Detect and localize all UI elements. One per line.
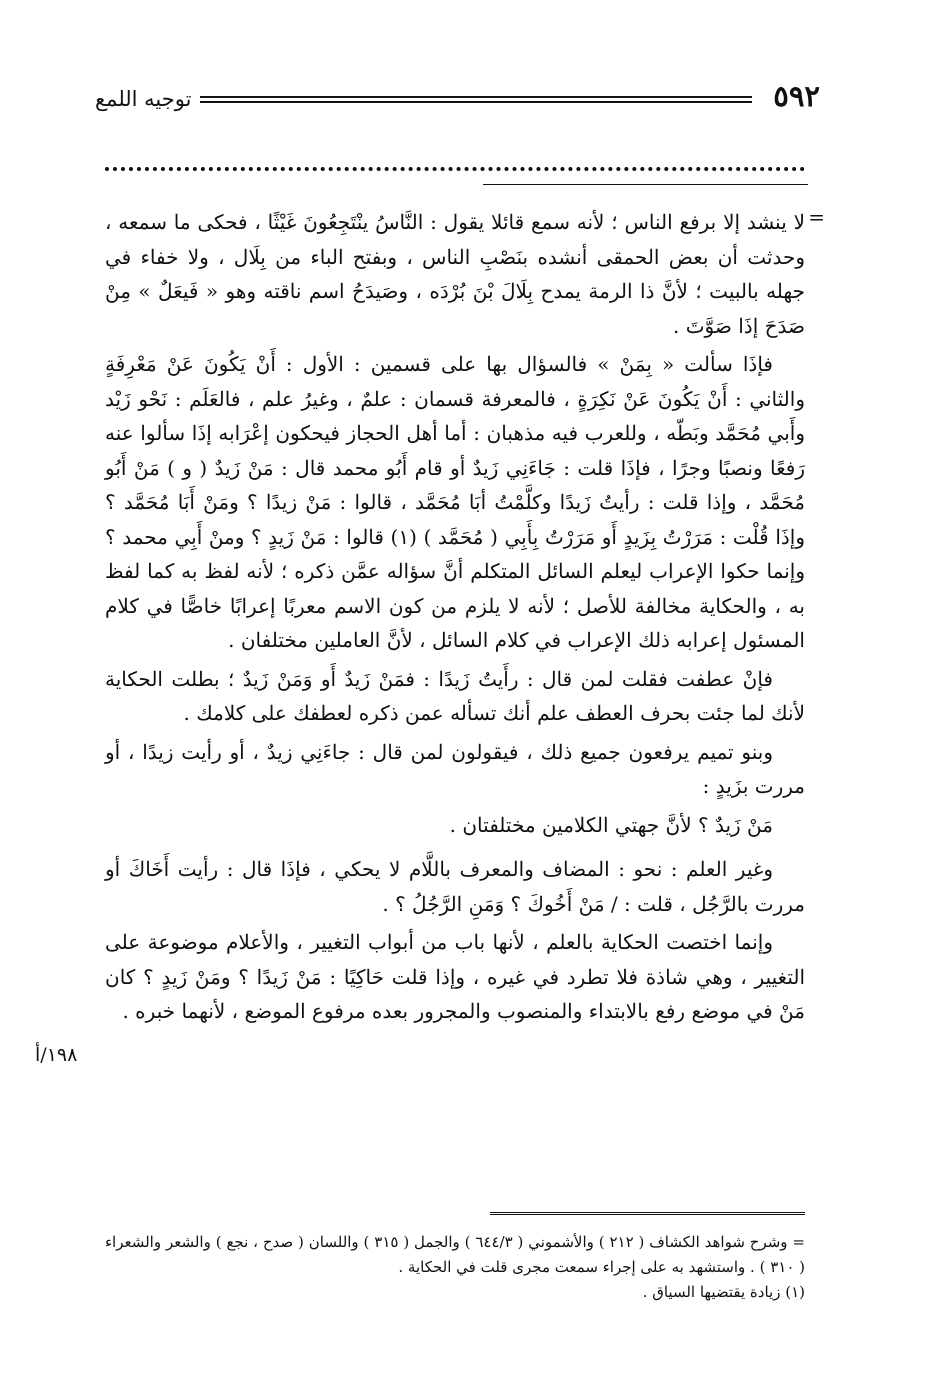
paragraph-1: لا ينشد إلا برفع الناس ؛ لأنه سمع قائلا يقول : النَّاسُ ينْتَجِعُونَ غَيْثًا ، فحكى ما سمعه ، وحدثت أن بعض الحمقى أنشده بنَصْبِ الناس ، وبفتح الباء من بِلَال ، ولا خفاء في جهله بالبيت ؛ لأنَّ ذا الرمة يمدح بِلَالَ بْنَ بُرْدَه ، وصَيدَحُ اسم ناقته وهو « فَيعَلٌ » مِنْ صَدَحَ إذَا صَوَّتَ . — [105, 210, 805, 338]
paragraph-7: وإنما اختصت الحكاية بالعلم ، لأنها باب من أبواب التغيير ، والأعلام موضوعة على التغيير ، وهي شاذة فلا تطرد في غيره ، وإذا قلت حَاكِيًا : مَنْ زَيدًا ؟ ومَنْ زَيدٍ ؟ كان مَنْ في موضع رفع بالابتداء والمنصوب والمجرور بعده مرفوع الموضع ، لأنهما خبره . — [105, 930, 805, 1023]
paragraph-3: فإنْ عطفت فقلت لمن قال : رأَيتُ زَيدًا : فمَنْ زَيدٌ أَو وَمَنْ زَيدٌ ؛ بطلت الحكاية لأنك لما جئت بحرف العطف علم أنك تسأله عمن ذكره لعطفك على كلامك . — [105, 666, 805, 725]
paragraph-4: وبنو تميم يرفعون جميع ذلك ، فيقولون لمن قال : جاءَنِي زيدٌ ، أو رأيت زيدًا ، أو مررت بزَيدٍ : — [105, 739, 805, 798]
main-text — [105, 205, 805, 1033]
paragraph-6: وغير العلم : نحو : المضاف والمعرف باللَّام لا يحكي ، فإذَا قال : رأيت أَخَاكَ أو مررت بالرَّجُل ، قلت : / مَنْ أَخُوكَ ؟ وَمَنِ الرَّجُلُ ؟ . — [105, 857, 805, 916]
footnote-1: (١) زيادة يقتضيها السياق . — [642, 1283, 805, 1301]
paragraph-5: مَنْ زَيدٌ ؟ لأنَّ جهتي الكلامين مختلفتان . — [449, 812, 773, 837]
running-header — [95, 80, 820, 120]
page-number: ٥٩٢ — [773, 79, 820, 113]
footnotes — [105, 1230, 805, 1305]
dotted-separator — [105, 167, 805, 171]
header-rule — [200, 96, 752, 98]
continuation-marker: = — [808, 205, 825, 229]
header-rule-double — [200, 101, 752, 103]
paragraph-2: فإذَا سألت « بِمَنْ » فالسؤال بها على قسمين : الأول : أَنْ يَكُونَ عَنْ مَعْرِفَةٍ والثاني : أَنْ يَكُونَ عَنْ نَكِرَةٍ ، فالمعرفة قسمان : علمٌ ، وغيرُ علم ، فالعَلَم : نَحْو زَيْد وأَبي مُحَمَّد وبَطّه ، وللعرب فيه مذهبان : أما أهل الحجاز فيحكون إعْرَابه إذَا سألوا عنه رَفعًا ونصبًا وجرًا ، فإذَا قلت : جَاءَنِي زَيدٌ أو قام أَبُو محمد قال : مَنْ زَيدٌ ( و ) مَنْ أَبُو مُحَمَّد ، وإذا قلت : رأيتُ زَيدًا وكلَّمْتُ أبَا مُحَمَّد ، قالوا : مَنْ زيدًا ؟ ومَنْ أَبَا مُحَمَّد ؟ وإذَا قُلْت : مَرَرْتُ بِزَيدٍ أَو مَرَرْتُ بِأَبِي ( مُحَمَّد ) (١) قالوا : مَنْ زَيدٍ ؟ ومنْ أَبِي محمد ؟ وإنما حكوا الإعراب ليعلم السائل المتكلم أنَّ سؤاله عمَّن ذكره ؛ لأنه لفظ به كما لفظ به ، والحكاية مخالفة للأصل ؛ لأنه لا يلزم من كون الاسم معربًا إعرابًا خاصًّا في كلام المسئول إعرابه ذلك الإعراب في كلام السائل ، لأنَّ العاملين مختلفان . — [105, 352, 806, 652]
manuscript-folio-note: ١٩٨/أ — [35, 1044, 78, 1066]
section-rule — [483, 184, 808, 185]
footnote-continued: = وشرح شواهد الكشاف ( ٢١٢ ) والأشموني ( ٦٤٤/٣ ) والجمل ( ٣١٥ ) واللسان ( صدح ، نجع ) والشعر والشعراء ( ٣١٠ ) . واستشهد به على إجراء سمعت مجرى قلت في الحكاية . — [105, 1233, 805, 1276]
footnote-rule — [490, 1212, 805, 1215]
book-title: توجيه اللمع — [95, 87, 192, 111]
